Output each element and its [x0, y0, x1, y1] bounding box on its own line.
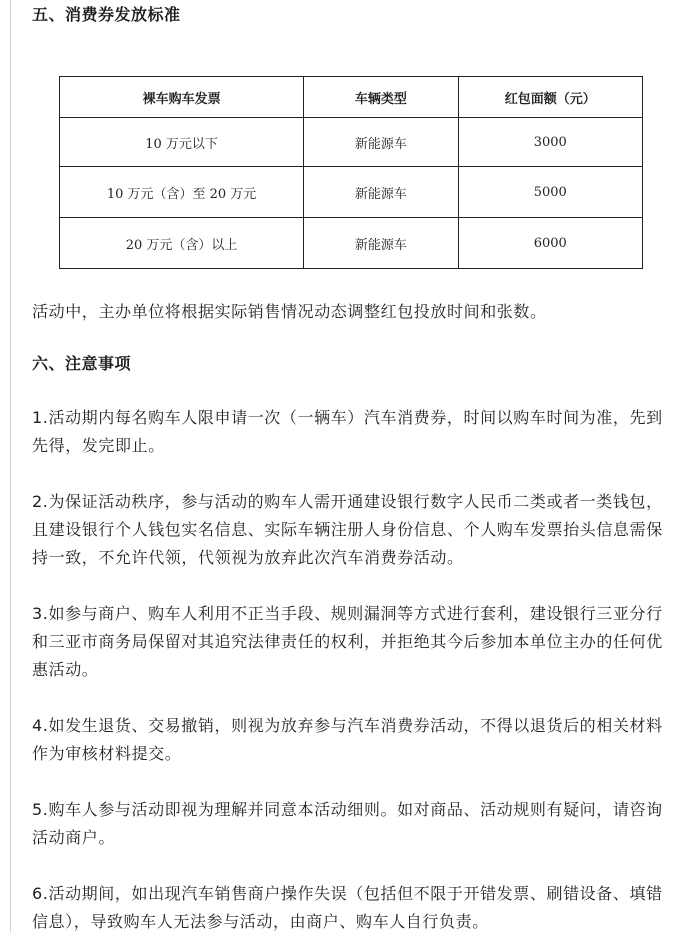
table-header-row	[60, 77, 643, 118]
section-6-heading: 六、注意事项	[32, 354, 132, 373]
table-row	[60, 118, 643, 167]
table-row	[60, 167, 643, 218]
notice-item-1: 1.活动期内每名购车人限申请一次（一辆车）汽车消费券，时间以购车时间为准，先到先得，发完即止。	[32, 408, 663, 455]
cell-invoice: 10 万元（含）至 20 万元	[60, 167, 304, 218]
section-5-heading: 五、消费券发放标准	[32, 5, 181, 24]
header-amount: 红包面额（元）	[458, 77, 642, 118]
cell-invoice: 10 万元以下	[60, 118, 304, 167]
cell-vehicle-type: 新能源车	[304, 167, 458, 218]
cell-invoice: 20 万元（含）以上	[60, 218, 304, 269]
cell-amount: 3000	[458, 118, 642, 167]
notice-item-5: 5.购车人参与活动即视为理解并同意本活动细则。如对商品、活动规则有疑问，请咨询活动商户。	[32, 800, 663, 847]
cell-amount: 5000	[458, 167, 642, 218]
voucher-standard-table	[59, 76, 643, 269]
table-row	[60, 218, 643, 269]
cell-vehicle-type: 新能源车	[304, 218, 458, 269]
notice-item-6: 6.活动期间，如出现汽车销售商户操作失误（包括但不限于开错发票、刷错设备、填错信息），导致购车人无法参与活动，由商户、购车人自行负责。	[32, 884, 663, 931]
adjustment-note: 活动中，主办单位将根据实际销售情况动态调整红包投放时间和张数。	[32, 302, 547, 321]
header-invoice: 裸车购车发票	[60, 77, 304, 118]
notice-item-4: 4.如发生退货、交易撤销，则视为放弃参与汽车消费券活动，不得以退货后的相关材料作为审核材料提交。	[32, 716, 663, 763]
cell-vehicle-type: 新能源车	[304, 118, 458, 167]
cell-amount: 6000	[458, 218, 642, 269]
notice-item-3: 3.如参与商户、购车人利用不正当手段、规则漏洞等方式进行套利，建设银行三亚分行和三亚市商务局保留对其追究法律责任的权利，并拒绝其今后参加本单位主办的任何优惠活动。	[32, 604, 663, 679]
header-vehicle-type: 车辆类型	[304, 77, 458, 118]
notice-item-2: 2.为保证活动秩序，参与活动的购车人需开通建设银行数字人民币二类或者一类钱包，且建设银行个人钱包实名信息、实际车辆注册人身份信息、个人购车发票抬头信息需保持一致，不允许代领，代领视为放弃此次汽车消费券活动。	[32, 492, 663, 567]
left-border-rule	[10, 0, 11, 933]
